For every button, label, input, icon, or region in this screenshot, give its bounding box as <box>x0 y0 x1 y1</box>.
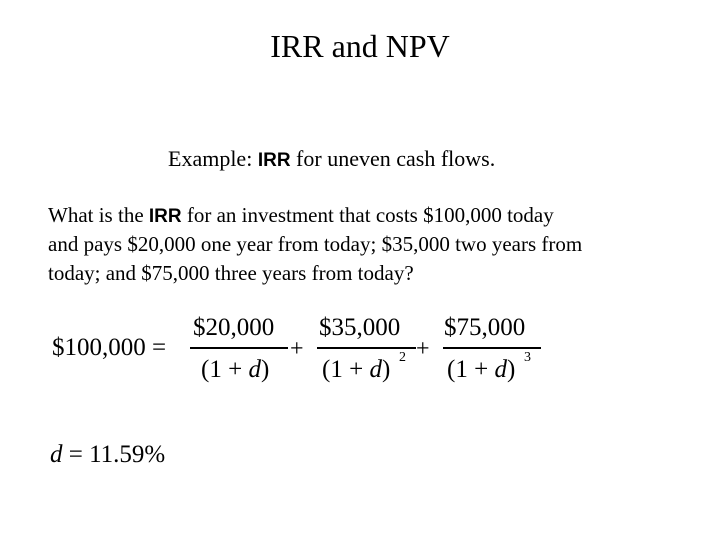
example-term: IRR <box>257 150 291 171</box>
denominator-open: (1 + <box>322 356 370 383</box>
exponent-2: 2 <box>399 350 406 365</box>
denominator-3 <box>447 356 515 384</box>
question-line-2: and pays $20,000 one year from today; $35,000 two years from <box>48 232 583 256</box>
numerator-1: $20,000 <box>193 314 275 341</box>
denominator-variable: d <box>494 356 507 383</box>
irr-answer <box>50 441 165 469</box>
plus-sign-1: + <box>290 336 304 362</box>
fraction-bar-1 <box>190 347 288 349</box>
fraction-bar-2 <box>317 347 416 349</box>
question-suffix: for an investment that costs $100,000 today <box>186 203 554 227</box>
numerator-2: $35,000 <box>319 314 401 341</box>
denominator-close: ) <box>260 356 270 383</box>
fraction-bar-3 <box>443 347 541 349</box>
equation-lhs: $100,000 = <box>52 334 167 361</box>
denominator-1 <box>201 356 269 384</box>
numerator-3: $75,000 <box>444 314 526 341</box>
answer-value: = 11.59% <box>62 441 166 468</box>
question-term: IRR <box>148 206 182 227</box>
denominator-close: ) <box>381 356 391 383</box>
example-prefix: Example: <box>168 146 253 171</box>
question-line-3: today; and $75,000 three years from today? <box>48 261 414 285</box>
example-suffix: for uneven cash flows. <box>296 146 496 171</box>
denominator-2 <box>322 356 390 384</box>
answer-variable: d <box>50 441 63 468</box>
denominator-variable: d <box>248 356 261 383</box>
denominator-close: ) <box>506 356 516 383</box>
denominator-variable: d <box>369 356 382 383</box>
exponent-3: 3 <box>524 350 531 365</box>
plus-sign-2: + <box>416 336 430 362</box>
slide-title: IRR and NPV <box>270 28 450 64</box>
question-prefix: What is the <box>48 203 144 227</box>
denominator-open: (1 + <box>201 356 249 383</box>
denominator-open: (1 + <box>447 356 495 383</box>
